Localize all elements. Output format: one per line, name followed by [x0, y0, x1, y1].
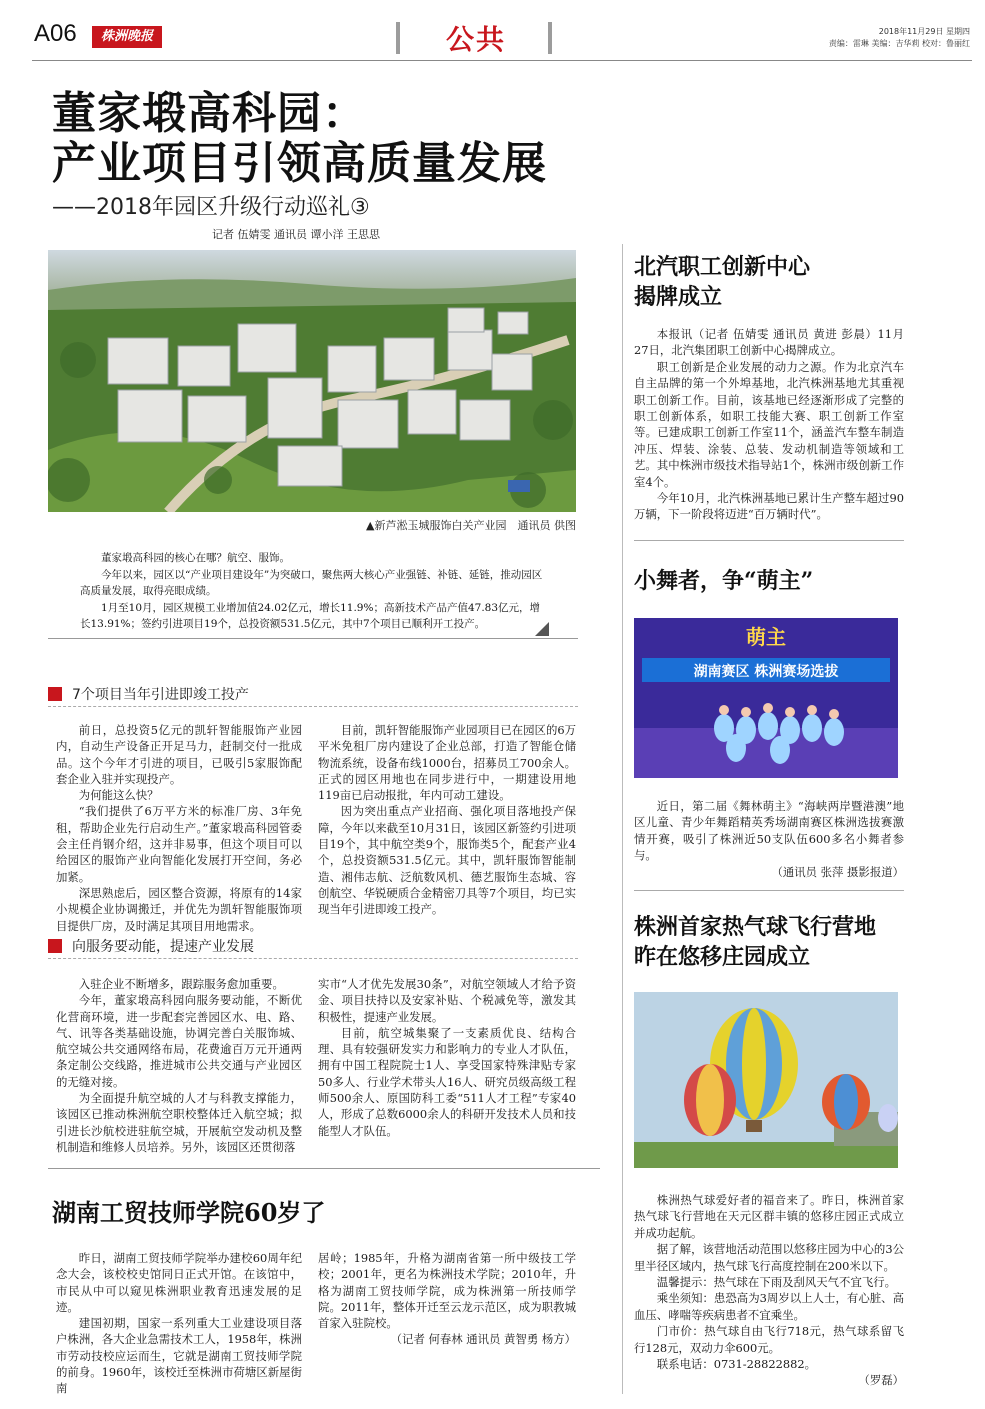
dance-stage-photo: [634, 618, 898, 778]
lead-paragraph: 董家塅高科园的核心在哪？航空、服饰。: [101, 552, 290, 564]
dancers-body: [634, 798, 904, 880]
masthead-logo: 株洲晚报: [92, 26, 162, 48]
issue-date: 2018年11月29日 星期四: [878, 27, 970, 36]
column-divider: [622, 244, 623, 1394]
lead-paragraphs: [80, 550, 548, 633]
section1-column-2: [318, 722, 576, 918]
story-rule: [634, 890, 904, 891]
balloon-headline-line1: 株洲首家热气球飞行营地: [634, 914, 877, 940]
paragraph: 目前，航空城集聚了一支素质优良、结构合理、具有较强研发实力和影响力的专业人才队伍，拥有中国工程院院士1人、享受国家特殊津贴专家50多人、行业学术带头人16人、研究员级高级工程师500余人、原国防科工委“511人才工程”专家40人，形成了总数6000余人的科研开发技术人员和技能型人才队伍。: [318, 1025, 576, 1138]
paragraph: 因为突出重点产业招商、强化项目落地投产保障，今年以来截至10月31日，该园区新签约引进项目19个，其中航空类9个，服饰类5个，配套产业4个，总投资额531.5亿元。其中，凯轩服饰智能制造、湘伟志航、泛航数风机、德艺服饰生态城、容创航空、华锐硬质合金精密刀具等7个项目，均已实现当年引进即竣工投产。: [318, 804, 576, 917]
header-rule: [32, 60, 972, 61]
paragraph: 本报讯（记者 伍婧雯 通讯员 黄进 彭晨）11月27日，北汽集团职工创新中心揭牌成立。: [634, 327, 904, 358]
paragraph: 近日，第二届《舞林萌主》“海峡两岸暨港澳”地区儿童、青少年舞蹈精英秀场湖南赛区株洲选拔赛激情开赛，吸引了株洲近50支队伍600多名小舞者参与。: [634, 799, 904, 863]
section1-column-1: [56, 722, 302, 934]
paragraph: 深思熟虑后，园区整合资源，将原有的14家小规模企业协调搬迁，并优先为凯轩智能服饰项目提供厂房，及时满足其项目用地需求。: [56, 885, 302, 933]
paragraph: 温馨提示：热气球在下雨及刮风天气不宜飞行。: [656, 1275, 897, 1290]
section-heading-text: 7个项目当年引进即竣工投产: [72, 687, 249, 703]
section2-column-2: [318, 976, 576, 1139]
paragraph: 今年10月，北汽株洲基地已累计生产整车超过90万辆，下一阶段将迈进“百万辆时代”。: [634, 491, 904, 522]
section-title: 公共: [446, 23, 507, 56]
paragraph: “我们提供了6万平方米的标准厂房、3年免租，帮助企业先行启动生产。”董家塅高科园管委会主任肖钢介绍，这并非易事，但这个项目可以给园区的服饰产业向智能化发展打开空间，务必加紧。: [56, 804, 302, 884]
section2-column-1: [56, 976, 302, 1155]
balloon-body: [634, 1192, 904, 1389]
main-headline-line1: 董家塅高科园：: [52, 88, 367, 139]
photo-caption: ▲新芦淞玉城服饰白关产业园 通讯员 供图: [366, 519, 576, 532]
stage-banner-subtitle: 湖南赛区 株洲赛场选拔: [693, 664, 839, 680]
credit: （通讯员 张萍 摄影报道）: [771, 864, 904, 879]
lead-paragraph: 今年以来，园区以“产业项目建设年”为突破口，聚焦两大核心产业强链、补链、延链，推动园区高质量发展，取得亮眼成绩。: [80, 568, 543, 597]
hot-air-balloon-photo: [634, 992, 898, 1168]
paragraph: 居岭；1985年，升格为湖南省第一所中级技工学校；2001年，更名为株洲技术学院；2010年，升格为湖南工贸技师学院，成为株洲第一所技师学院。2011年，整体开迁至云龙示范区，成为职教城首家入驻院校。: [318, 1251, 576, 1331]
balloon-headline-line2: 昨在悠移庄园成立: [634, 944, 811, 970]
stage-banner-title: 萌主: [746, 625, 786, 649]
page-number: A06: [34, 20, 77, 47]
main-subtitle: ——2018年园区升级行动巡礼③: [52, 195, 370, 220]
section-heading-text: 向服务要动能，提速产业发展: [72, 939, 254, 955]
beiqi-body: [634, 326, 904, 523]
paragraph: 前日，总投资5亿元的凯轩智能服饰产业园内，自动生产设备正开足马力，赶制交付一批成品。这个今年才引进的项目，已吸引5家服饰配套企业入驻并实现投产。: [56, 723, 302, 786]
story-rule: [634, 540, 904, 541]
paragraph: 入驻企业不断增多，跟踪服务愈加重要。: [78, 977, 284, 991]
editor-credits: 责编：雷琳 美编：吉华莉 校对：鲁丽红: [828, 39, 970, 48]
paragraph: 株洲热气球爱好者的福音来了。昨日，株洲首家热气球飞行营地在天元区群丰镇的悠移庄园正式成立并成功起航。: [634, 1193, 904, 1240]
paragraph: 实市“人才优先发展30条”，对航空领域人才给予资金、项目扶持以及安家补贴、个税减免等，激发其积极性，提速产业发展。: [318, 977, 576, 1024]
paragraph: 乘坐须知：患恐高为3周岁以上人士，有心脏、高血压、哮喘等疾病患者不宜乘坐。: [634, 1291, 904, 1322]
beiqi-headline-line1: 北汽职工创新中心: [634, 254, 811, 280]
paragraph: 联系电话：0731-28822882。: [656, 1357, 816, 1372]
main-headline-line2: 产业项目引领高质量发展: [52, 138, 547, 189]
dotted-rule: [48, 706, 578, 708]
paragraph: 门市价：热气球自由飞行718元，热气球系留飞行128元，双动力伞600元。: [634, 1324, 904, 1355]
college-column-2: [318, 1250, 576, 1348]
story-rule: [48, 1168, 600, 1169]
paragraph: 建国初期，国家一系列重大工业建设项目落户株洲，各大企业急需技术工人，1958年，株洲市劳动技校应运而生，它就是湖南工贸技师学院的前身。1960年，该校迁至株洲市荷塘区新屋街南: [56, 1316, 302, 1396]
section-marker: [48, 939, 62, 953]
college-column-1: [56, 1250, 302, 1397]
paragraph: 目前，凯轩智能服饰产业园项目已在园区的6万平米免租厂房内建设了企业总部，打造了智能仓储物流系统，设备布线1000台，招募员工700余人。正式的园区用地也在同步进行中，一期建设用地119亩已启动报批，年内可动工建设。: [318, 723, 576, 803]
beiqi-headline-line2: 揭牌成立: [634, 284, 723, 310]
credit: （记者 何春林 通讯员 黄智勇 杨方）: [390, 1332, 576, 1347]
paragraph: 据了解，该营地活动范围以悠移庄园为中心的3公里半径区域内，热气球飞行高度控制在200米以下。: [634, 1242, 904, 1273]
paragraph: 为何能这么快？: [78, 788, 159, 803]
section-heading-2: [48, 936, 254, 956]
header-divider: [396, 22, 400, 54]
credit: （罗磊）: [858, 1373, 904, 1388]
industrial-park-photo: [48, 250, 576, 512]
dancers-headline: 小舞者，争“萌主”: [634, 568, 814, 594]
byline: 记者 伍婧雯 通讯员 谭小洋 王思思: [212, 228, 380, 241]
paragraph: 昨日，湖南工贸技师学院举办建校60周年纪念大会，该校校史馆同日正式开馆。在该馆中，市民从中可以窥见株洲职业教育迅速发展的足迹。: [56, 1251, 302, 1314]
section-heading-1: [48, 684, 249, 704]
paragraph: 职工创新是企业发展的动力之源。作为北京汽车自主品牌的第一个外埠基地，北汽株洲基地尤其重视职工创新工作。目前，该基地已经逐渐形成了完整的职工创新体系，如职工技能大赛、职工创新工作室等。已建成职工创新工作室11个，涵盖汽车整车制造冲压、焊装、涂装、总装、发动机制造等领域和工艺。其中株洲市级技术指导站1个，株洲市级创新工作室4个。: [634, 359, 904, 489]
header-divider: [548, 22, 552, 54]
paragraph: 为全面提升航空城的人才与科教支撑能力，该园区已推动株洲航空职校整体迁入航空城；拟引进长沙航校进驻航空城，开展航空发动机及整机制造和维修人员培养。另外，该园区还贯彻落: [56, 1091, 302, 1154]
dotted-rule: [48, 958, 578, 960]
lead-paragraph: 1月至10月，园区规模工业增加值24.02亿元，增长11.9%；高新技术产品产值47.83亿元，增长13.91%；签约引进项目19个，总投资额531.5亿元，其中7个项目已顺利开工投产。: [80, 601, 541, 630]
paragraph: 今年，董家塅高科园向服务要动能，不断优化营商环境，进一步配套完善园区水、电、路、气、讯等各类基础设施，协调完善白关服饰城、航空城公共交通网络布局，花费逾百万元开通两条定制公交线路，推进城市公共交通与产业园区的无缝对接。: [56, 993, 302, 1089]
section-marker: [48, 687, 62, 701]
college-headline: 湖南工贸技师学院60岁了: [52, 1198, 326, 1227]
